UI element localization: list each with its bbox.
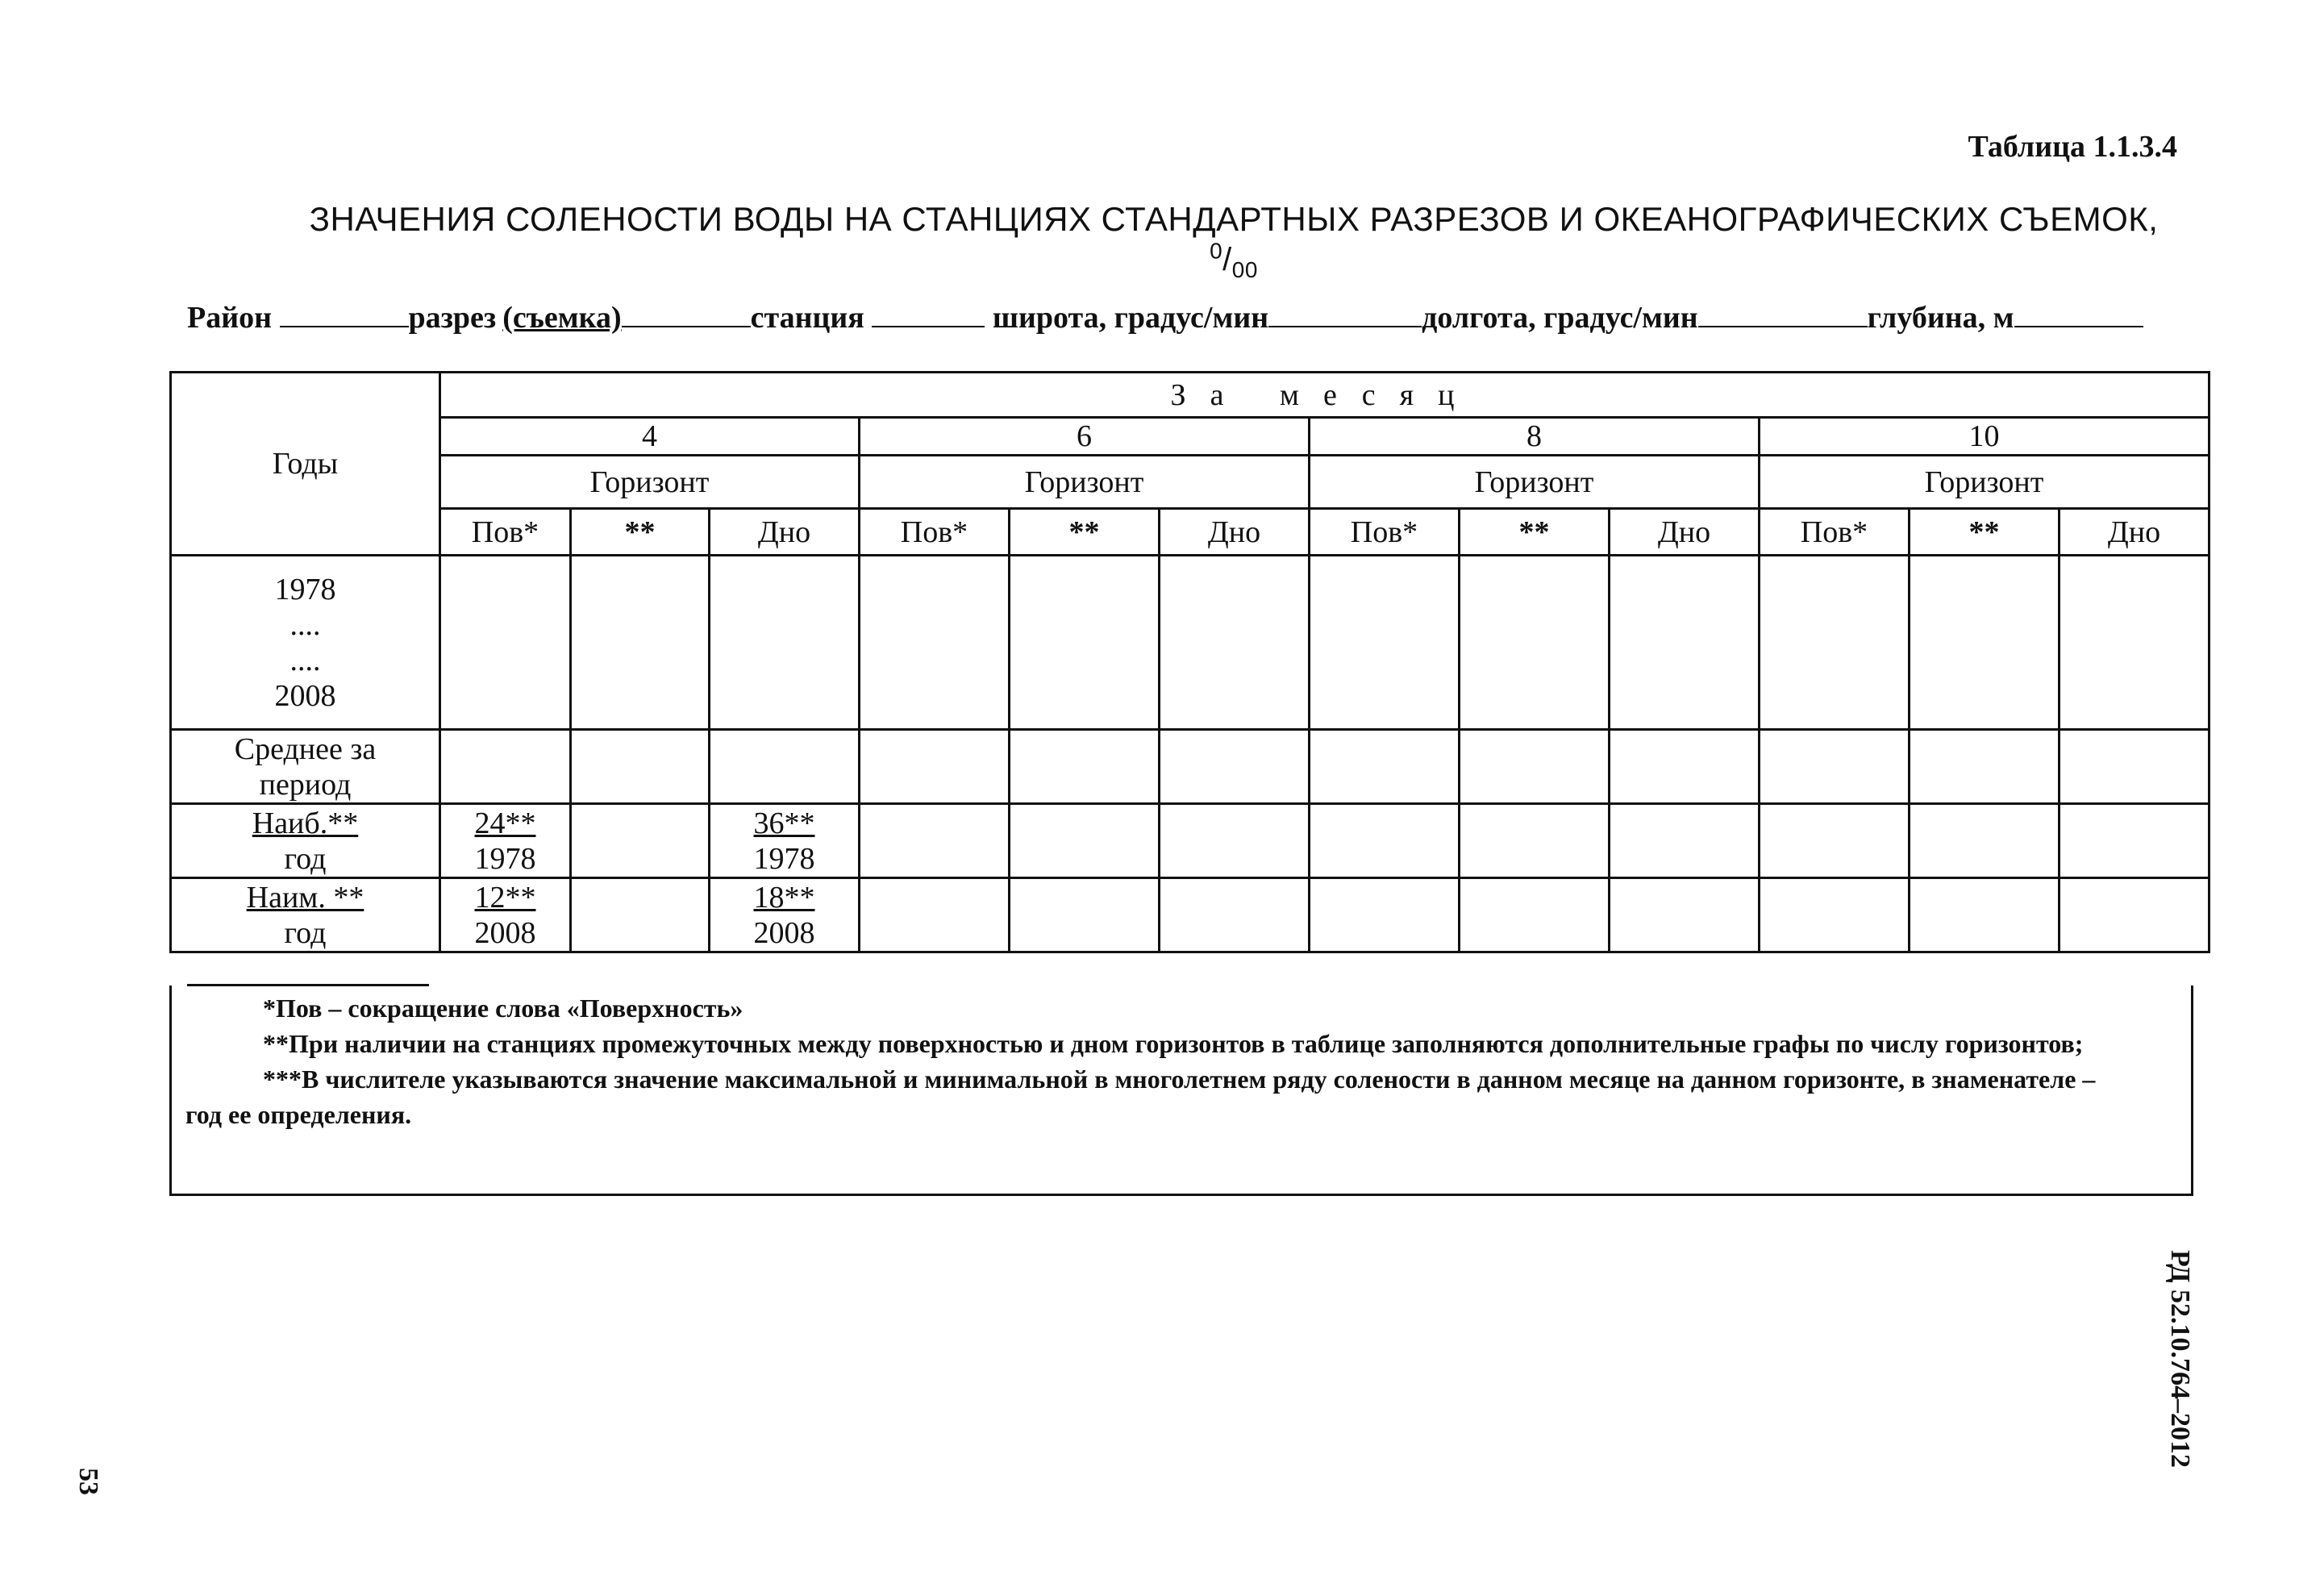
longitude-blank [1698, 298, 1868, 327]
header-fields [187, 298, 2171, 335]
min-pov-cell: $\frac{12**}{2008}$ [440, 878, 571, 952]
col-pov: Пов* [1310, 509, 1460, 556]
month-header: За месяц [440, 373, 2209, 418]
station-label: станция [750, 301, 864, 335]
max-dno-cell: $\frac{36**}{1978}$ [710, 804, 860, 878]
horizon-header: Горизонт [860, 456, 1310, 509]
month-10: 10 [1760, 418, 2209, 456]
longitude-label: долгота, градус/мин [1422, 301, 1698, 335]
title-unit: $^0/_{00}$ [1210, 239, 1258, 283]
region-blank [280, 298, 409, 327]
month-4: 4 [440, 418, 860, 456]
region-label: Район [187, 301, 273, 335]
footnote-3: ***В числителе указываются значение максимальной и минимальной в многолетнем ряду солености в данном месяце на данном горизонте, в знаменателе – год ее определения. [185, 1065, 2096, 1129]
footnote-1: *Пов – сокращение слова «Поверхность» [263, 994, 743, 1023]
section-label: разрез [408, 301, 497, 335]
latitude-blank [1268, 298, 1422, 327]
survey-label: (съемка) [502, 301, 622, 335]
table-row-min [171, 878, 2209, 952]
col-mid: ** [1910, 509, 2060, 556]
col-mid: ** [1010, 509, 1160, 556]
max-pov-cell: $\frac{24**}{1978}$ [440, 804, 571, 878]
month-8: 8 [1310, 418, 1760, 456]
col-dno: Дно [2060, 509, 2209, 556]
min-label: $\frac{\text{Наим. **}}{\text{год}}$ [171, 878, 440, 952]
latitude-label: широта, градус/мин [992, 301, 1269, 335]
max-label: $\frac{\text{Наиб.**}}{\text{год}}$ [171, 804, 440, 878]
table-row-max [171, 804, 2209, 878]
document-code: РД 52.10.764–2012 [2165, 1250, 2195, 1469]
col-pov: Пов* [860, 509, 1010, 556]
depth-label: глубина, м [1867, 301, 2014, 335]
table-number: Таблица 1.1.3.4 [1968, 130, 2177, 164]
col-pov: Пов* [1760, 509, 1910, 556]
col-dno: Дно [1610, 509, 1760, 556]
years-range-cell: 1978 .... .... 2008 [171, 556, 440, 730]
col-mid: ** [1460, 509, 1610, 556]
depth-blank [2014, 298, 2143, 327]
month-6: 6 [860, 418, 1310, 456]
min-dno-cell: $\frac{18**}{2008}$ [710, 878, 860, 952]
page-title [306, 200, 2161, 283]
horizon-header: Горизонт [440, 456, 860, 509]
horizon-header: Горизонт [1760, 456, 2209, 509]
col-dno: Дно [1160, 509, 1310, 556]
station-blank [872, 298, 985, 327]
footnote-2: **При наличии на станциях промежуточных между поверхностью и дном горизонтов в таблице заполняются дополнительные графы по числу горизонтов; [263, 1029, 2084, 1058]
footnotes [185, 990, 2121, 1132]
col-dno: Дно [710, 509, 860, 556]
horizon-header: Горизонт [1310, 456, 1760, 509]
table-row-years [171, 556, 2209, 730]
section-blank [622, 298, 751, 327]
col-mid: ** [571, 509, 710, 556]
page-number: 53 [73, 1468, 103, 1495]
table-row-mean [171, 730, 2209, 804]
title-text: ЗНАЧЕНИЯ СОЛЕНОСТИ ВОДЫ НА СТАНЦИЯХ СТАНДАРТНЫХ РАЗРЕЗОВ И ОКЕАНОГРАФИЧЕСКИХ СЪЕМОК, [309, 200, 2159, 238]
mean-label: Среднее за период [171, 730, 440, 804]
salinity-table [169, 371, 2210, 953]
col-pov: Пов* [440, 509, 571, 556]
years-header: Годы [171, 373, 440, 556]
